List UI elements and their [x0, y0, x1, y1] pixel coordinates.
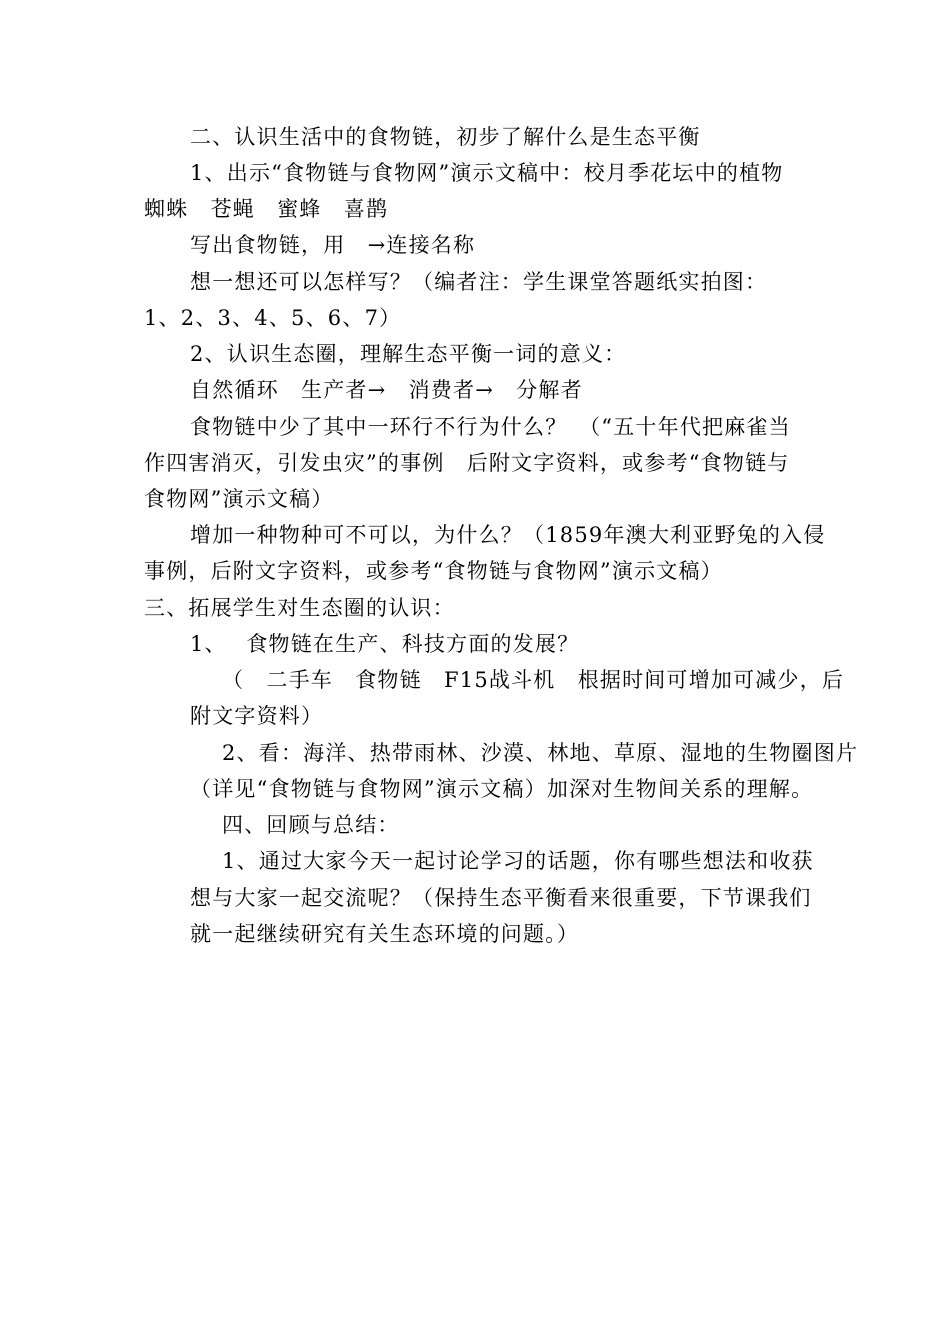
section-heading-2: 二、认识生活中的食物链，初步了解什么是生态平衡: [190, 125, 701, 149]
paragraph-line: 附文字资料）: [190, 704, 324, 728]
paragraph-line: 增加一种物种可不可以，为什么？（1859年澳大利亚野兔的入侵: [190, 523, 826, 547]
section-heading-3: 三、拓展学生对生态圈的认识：: [144, 596, 455, 620]
paragraph-line: 食物链中少了其中一环行不行为什么？ （“五十年代把麻雀当: [190, 415, 791, 439]
paragraph-line: 1、通过大家今天一起讨论学习的话题，你有哪些想法和收获: [222, 849, 814, 873]
paragraph-line: （详见“食物链与食物网”演示文稿）加深对生物间关系的理解。: [190, 777, 814, 801]
paragraph-line: 想与大家一起交流呢？（保持生态平衡看来很重要，下节课我们: [190, 886, 812, 910]
paragraph-line: 作四害消灭，引发虫灾”的事例 后附文字资料，或参考“食物链与: [144, 451, 790, 475]
paragraph-line: 1、 食物链在生产、科技方面的发展？: [190, 632, 580, 656]
paragraph-line: 事例，后附文字资料，或参考“食物链与食物网”演示文稿）: [144, 559, 723, 583]
paragraph-line: 2、认识生态圈，理解生态平衡一词的意义：: [190, 342, 627, 366]
paragraph-line: 写出食物链，用 →连接名称: [190, 233, 476, 257]
paragraph-line: 想一想还可以怎样写？（编者注：学生课堂答题纸实拍图：: [190, 270, 768, 294]
paragraph-line: （ 二手车 食物链 F15战斗机 根据时间可增加可减少，后: [222, 668, 845, 692]
paragraph-line: 2、看：海洋、热带雨林、沙漠、林地、草原、湿地的生物圈图片: [222, 741, 859, 765]
paragraph-line: 1、出示“食物链与食物网”演示文稿中：校月季花坛中的植物: [190, 161, 784, 185]
paragraph-line: 1、2、3、4、5、6、7）: [144, 306, 402, 330]
paragraph-line: 蜘蛛 苍蝇 蜜蜂 喜鹊: [144, 197, 389, 221]
section-heading-4: 四、回顾与总结：: [222, 813, 400, 837]
paragraph-line: 就一起继续研究有关生态环境的问题。）: [190, 922, 580, 946]
paragraph-line: 自然循环 生产者→ 消费者→ 分解者: [190, 378, 583, 402]
paragraph-line: 食物网”演示文稿）: [144, 487, 334, 511]
